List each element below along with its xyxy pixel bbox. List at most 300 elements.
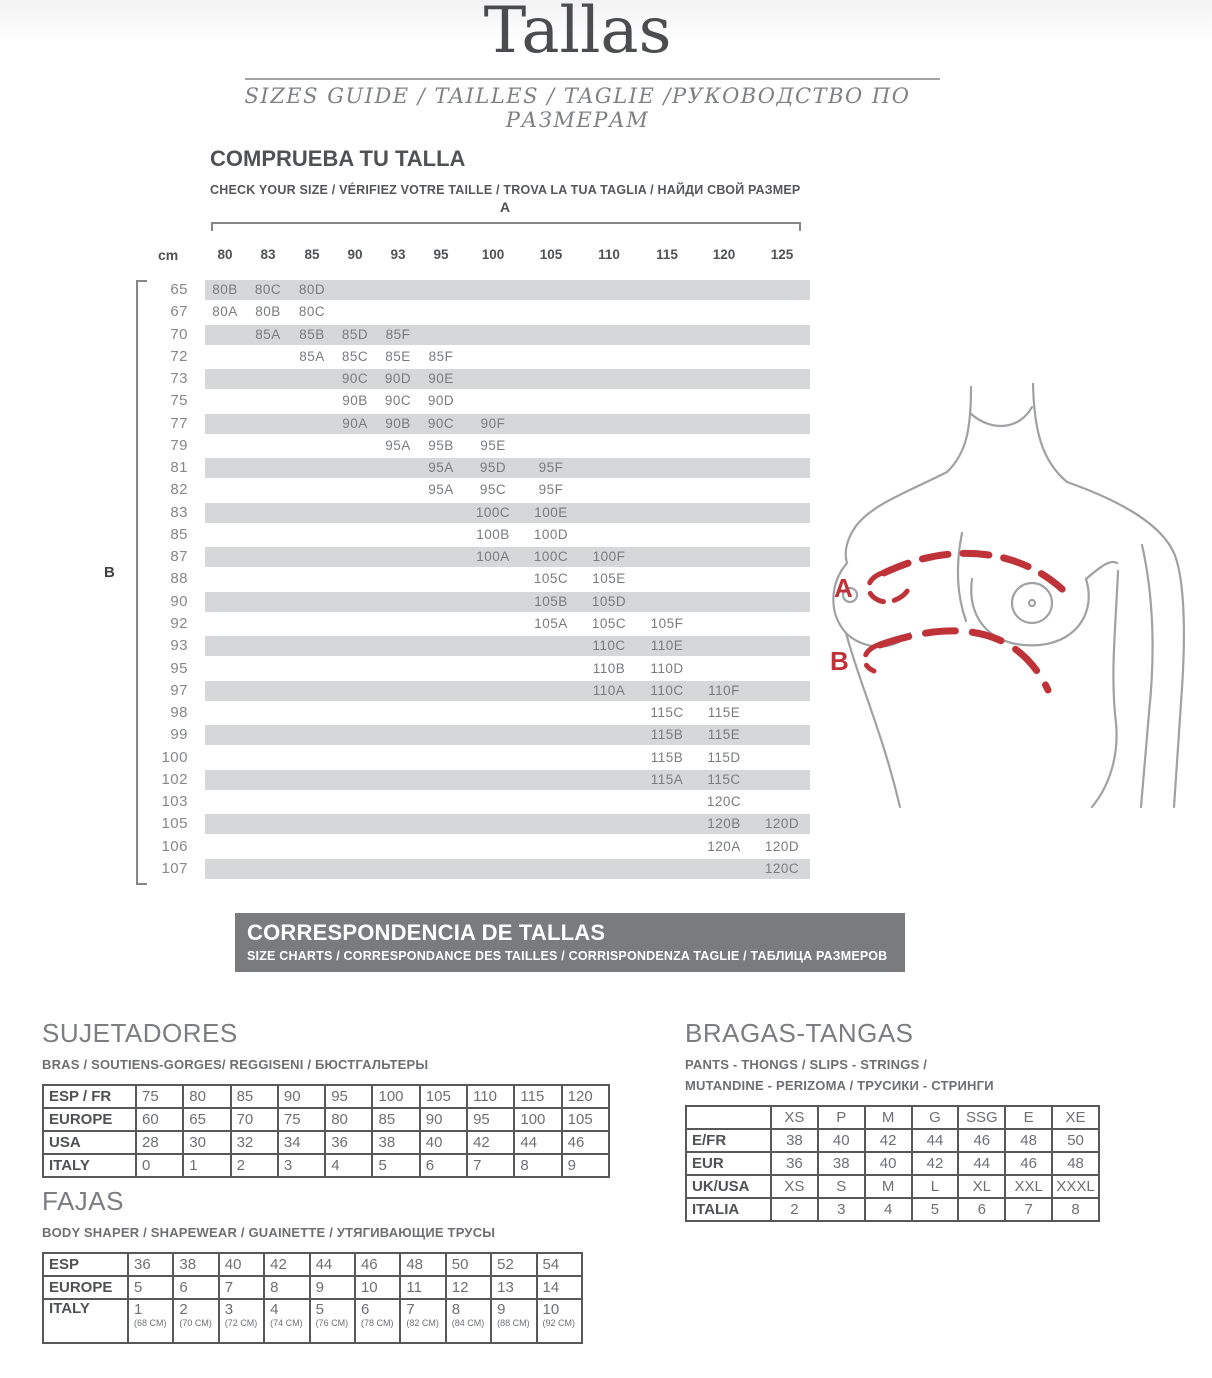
bust-column-header: 85: [304, 247, 320, 262]
underbust-measure-label: B: [104, 564, 115, 581]
cell-value: 8: [451, 1301, 461, 1318]
size-band: [205, 681, 810, 701]
size-band: [205, 792, 810, 812]
size-cell: 110C: [592, 638, 626, 654]
size-cell: 95F: [538, 482, 564, 498]
size-cell: 115B: [650, 749, 684, 765]
size-cell: 85E: [385, 348, 411, 364]
size-cell: 110E: [650, 638, 684, 654]
bras-subtitle: BRAS / SOUTIENS-GORGES/ REGGISENI / БЮСТГАЛЬТЕРЫ: [42, 1057, 429, 1072]
size-band: [205, 569, 810, 589]
size-cell: 110C: [650, 682, 684, 698]
bust-column-headers: [205, 247, 810, 265]
table-row: [43, 1108, 609, 1131]
cell: 8: [264, 1276, 309, 1299]
cell-subvalue: (78 CM): [360, 1318, 394, 1328]
cell-value: 10: [542, 1301, 560, 1318]
cell: 75: [136, 1085, 183, 1108]
size-cell: 115E: [707, 705, 741, 721]
cell: XL: [958, 1175, 1005, 1198]
cell: 105: [562, 1108, 609, 1131]
size-cell: 120D: [764, 838, 800, 854]
underbust-cm-label: 99: [170, 726, 188, 744]
cell: 46: [562, 1131, 609, 1154]
table-row: [686, 1175, 1099, 1198]
size-cell: 105D: [591, 593, 627, 609]
cell: 6: [173, 1276, 218, 1299]
cell: 12: [446, 1276, 491, 1299]
torso-illustration: [820, 383, 1190, 808]
size-cell: 95C: [479, 482, 507, 498]
measure-line-a-loop: [869, 573, 908, 602]
row-label: ITALY: [43, 1299, 128, 1343]
bust-measure-label: A: [499, 199, 511, 215]
cell-value: 9: [497, 1301, 506, 1318]
size-cell: 95E: [480, 437, 506, 453]
size-cell: 115A: [650, 771, 684, 787]
size-cell: 85A: [255, 326, 281, 342]
underbust-cm-label: 106: [161, 837, 188, 855]
cell: 7: [467, 1154, 514, 1177]
underbust-cm-label: 98: [170, 704, 188, 722]
underbust-cm-label: 77: [170, 414, 188, 432]
matrix-row: [150, 524, 850, 546]
size-cell: 110B: [592, 660, 626, 676]
cell: 120: [562, 1085, 609, 1108]
size-cell: 85F: [385, 326, 411, 342]
measure-line-b-loop: [865, 645, 878, 671]
bust-column-header: 83: [260, 247, 276, 262]
col-header: XS: [771, 1106, 818, 1129]
shapewear-section: [42, 1186, 583, 1344]
table-row: [686, 1198, 1099, 1221]
table-row: [686, 1129, 1099, 1152]
underbust-cm-label: 81: [170, 459, 188, 477]
cell: 4: [325, 1154, 372, 1177]
size-cell: 85B: [299, 326, 325, 342]
cell: 36: [771, 1152, 818, 1175]
col-header: M: [865, 1106, 912, 1129]
cell: 5: [128, 1276, 173, 1299]
cell: 44: [310, 1253, 355, 1276]
cell: 40: [219, 1253, 264, 1276]
table-row: [43, 1085, 609, 1108]
cell: 48: [1052, 1152, 1099, 1175]
bras-table-grid: [42, 1084, 610, 1178]
cell: 38: [372, 1131, 419, 1154]
correspondence-banner: [235, 913, 905, 972]
cell: 6: [420, 1154, 467, 1177]
cell: M: [865, 1175, 912, 1198]
size-cell: 90A: [342, 415, 368, 431]
underbust-cm-label: 90: [170, 592, 188, 610]
matrix-row: [150, 791, 850, 813]
size-band: [205, 859, 810, 879]
cell: 40: [420, 1131, 467, 1154]
table-row: [43, 1253, 582, 1276]
size-cell: 85F: [428, 348, 454, 364]
row-label: EUR: [686, 1152, 771, 1175]
cell-subvalue: (74 CM): [270, 1318, 303, 1328]
matrix-row: [150, 457, 850, 479]
cell: 48: [400, 1253, 445, 1276]
cell: 1: [183, 1154, 230, 1177]
size-cell: 95A: [428, 460, 454, 476]
cell: 42: [264, 1253, 309, 1276]
underbust-cm-label: 100: [161, 748, 188, 766]
size-cell: 115B: [650, 727, 684, 743]
cell-value: 3: [224, 1301, 234, 1318]
cell: 90: [278, 1085, 325, 1108]
cell: 100: [372, 1085, 419, 1108]
size-cell: 90F: [480, 415, 506, 431]
underbust-cm-label: 93: [170, 637, 188, 655]
cell: 2: [771, 1198, 818, 1221]
underbust-cm-label: 97: [170, 681, 188, 699]
size-band: [205, 347, 810, 367]
col-header: G: [912, 1106, 959, 1129]
shapewear-table: [42, 1252, 583, 1344]
bust-column-header: 125: [770, 247, 794, 262]
size-cell: 120D: [764, 816, 800, 832]
size-cell: 120A: [707, 838, 741, 854]
matrix-row: [150, 836, 850, 858]
cell: 50: [1052, 1129, 1099, 1152]
size-band: [205, 369, 810, 389]
underbust-bracket: [136, 280, 147, 885]
size-cell: 110D: [650, 660, 684, 676]
cell: 9: [310, 1276, 355, 1299]
cell: 8: [1052, 1198, 1099, 1221]
col-header: E: [1005, 1106, 1052, 1129]
cell: [400, 1299, 445, 1343]
cell-value: 1: [134, 1301, 143, 1318]
size-band: [205, 592, 810, 612]
cell: 36: [325, 1131, 372, 1154]
size-cell: 115C: [707, 771, 741, 787]
size-band: [205, 458, 810, 478]
row-label: ITALY: [43, 1154, 136, 1177]
row-label: ITALIA: [686, 1198, 771, 1221]
matrix-row: [150, 546, 850, 568]
cell: 110: [467, 1085, 514, 1108]
size-cell: 90D: [384, 371, 412, 387]
row-label: ESP / FR: [43, 1085, 136, 1108]
cell: 38: [173, 1253, 218, 1276]
size-cell: 80B: [212, 282, 238, 297]
cell-subvalue: (72 CM): [224, 1318, 258, 1328]
cell: 52: [491, 1253, 536, 1276]
size-cell: 120B: [707, 816, 741, 832]
size-cell: 105A: [534, 615, 568, 631]
cell: XXL: [1005, 1175, 1052, 1198]
table-row: [43, 1131, 609, 1154]
cell: [128, 1299, 173, 1343]
cell: 80: [183, 1085, 230, 1108]
cell: [173, 1299, 218, 1343]
check-size-subtitle: CHECK YOUR SIZE / VÉRIFIEZ VOTRE TAILLE / TROVA LA TUA TAGLIA / НАЙДИ СВОЙ РАЗМЕР: [210, 183, 801, 197]
size-cell: 100A: [476, 549, 510, 565]
check-size-title: COMPRUEBA TU TALLA: [210, 146, 466, 171]
size-cell: 110A: [592, 682, 626, 698]
matrix-row: [150, 502, 850, 524]
size-band: [205, 480, 810, 500]
table-row: [43, 1299, 582, 1343]
size-cell: 85A: [299, 348, 325, 364]
underbust-cm-label: 70: [170, 325, 188, 343]
cell: 44: [912, 1129, 959, 1152]
underbust-cm-label: 105: [161, 815, 188, 833]
size-cell: 105B: [534, 593, 568, 609]
size-band: [205, 725, 810, 745]
matrix-row: [150, 301, 850, 323]
cell: 46: [355, 1253, 400, 1276]
underbust-cm-label: 75: [170, 392, 188, 410]
size-cell: 85C: [341, 348, 369, 364]
underbust-cm-label: 102: [161, 770, 188, 788]
torso-figure: [820, 383, 1190, 808]
cell: 40: [865, 1152, 912, 1175]
size-band: [205, 636, 810, 656]
cell-subvalue: (84 CM): [451, 1318, 485, 1328]
matrix-row: [150, 858, 850, 880]
size-cell: 85D: [341, 326, 369, 342]
cell-subvalue: (92 CM): [542, 1318, 576, 1328]
size-band: [205, 302, 810, 322]
row-label: ESP: [43, 1253, 128, 1276]
underbust-cm-label: 72: [170, 347, 188, 365]
size-band: [205, 436, 810, 456]
title-divider: [245, 78, 940, 80]
cell-subvalue: (70 CM): [179, 1318, 212, 1328]
matrix-row: [150, 635, 850, 657]
underbust-cm-label: 103: [161, 793, 188, 811]
size-cell: 90C: [384, 393, 412, 409]
size-cell: 95D: [479, 460, 507, 476]
cell: XS: [771, 1175, 818, 1198]
size-band: [205, 837, 810, 857]
cell: XXXL: [1052, 1175, 1099, 1198]
page-title: Tallas: [483, 0, 672, 68]
underbust-cm-label: 87: [170, 548, 188, 566]
size-cell: 95A: [385, 437, 411, 453]
table-row: [43, 1154, 609, 1177]
bust-column-header: 95: [433, 247, 449, 262]
cell: 44: [958, 1152, 1005, 1175]
cell: 42: [467, 1131, 514, 1154]
underbust-cm-label: 107: [161, 859, 188, 877]
size-band: [205, 547, 810, 567]
cell-subvalue: (68 CM): [134, 1318, 167, 1328]
underbust-cm-label: 85: [170, 525, 188, 543]
cell: [355, 1299, 400, 1343]
matrix-row: [150, 324, 850, 346]
matrix-row: [150, 613, 850, 635]
cell: 7: [1005, 1198, 1052, 1221]
size-cell: 105F: [650, 615, 684, 631]
row-label: EUROPE: [43, 1276, 128, 1299]
bust-column-header: 100: [481, 247, 505, 262]
cell: 14: [537, 1276, 582, 1299]
size-cell: 100B: [476, 526, 510, 542]
cell: 75: [278, 1108, 325, 1131]
cell: 2: [231, 1154, 278, 1177]
underbust-cm-label: 73: [170, 370, 188, 388]
row-label: UK/USA: [686, 1175, 771, 1198]
size-cell: 95F: [538, 460, 564, 476]
cell-value: 2: [179, 1301, 188, 1318]
size-band: [205, 703, 810, 723]
size-band: [205, 614, 810, 634]
size-cell: 80C: [298, 304, 326, 320]
bust-column-header: 105: [539, 247, 563, 262]
cell: 85: [231, 1085, 278, 1108]
size-band: [205, 770, 810, 790]
col-header: P: [818, 1106, 865, 1129]
cell: 6: [958, 1198, 1005, 1221]
correspondence-subtitle: SIZE CHARTS / CORRESPONDANCE DES TAILLES / CORRISPONDENZA TAGLIE / ТАБЛИЦА РАЗМЕРОВ: [247, 949, 888, 963]
cell: 46: [958, 1129, 1005, 1152]
size-band: [205, 525, 810, 545]
size-cell: 100C: [475, 504, 511, 520]
measure-line-a: [884, 553, 1072, 599]
underbust-cm-label: 88: [170, 570, 188, 588]
size-cell: 100F: [592, 549, 626, 565]
cell: 0: [136, 1154, 183, 1177]
pants-subtitle-1: PANTS - THONGS / SLIPS - STRINGS /: [685, 1057, 928, 1072]
row-label: E/FR: [686, 1129, 771, 1152]
matrix-row: [150, 413, 850, 435]
size-cell: 100E: [534, 504, 568, 520]
cell: 8: [514, 1154, 561, 1177]
pants-subtitle-2: MUTANDINE - PERIZOMA / ТРУСИКИ - СТРИНГИ: [685, 1078, 994, 1093]
size-cell: 80D: [298, 282, 326, 297]
cm-unit-label: cm: [158, 247, 179, 263]
size-cell: 90D: [427, 393, 455, 409]
cell-value: 4: [270, 1301, 279, 1318]
size-cell: 105C: [533, 571, 569, 587]
row-label: EUROPE: [43, 1108, 136, 1131]
bust-column-header: 80: [217, 247, 233, 262]
cell-value: 5: [315, 1301, 324, 1318]
cell: 95: [467, 1108, 514, 1131]
size-cell: 100C: [533, 549, 569, 565]
cell-subvalue: (76 CM): [315, 1318, 349, 1328]
cell: [264, 1299, 309, 1343]
cell: 13: [491, 1276, 536, 1299]
underbust-cm-label: 67: [170, 303, 188, 321]
underbust-cm-label: 92: [170, 614, 188, 632]
cell: [310, 1299, 355, 1343]
cell: [537, 1299, 582, 1343]
cell: L: [912, 1175, 959, 1198]
matrix-row: [150, 368, 850, 390]
cell: 65: [183, 1108, 230, 1131]
underbust-cm-label: 79: [170, 436, 188, 454]
matrix-row: [150, 479, 850, 501]
matrix-row: [150, 747, 850, 769]
cell: [446, 1299, 491, 1343]
table-header-row: [686, 1106, 1099, 1129]
cell: 5: [372, 1154, 419, 1177]
correspondence-title: CORRESPONDENCIA DE TALLAS: [247, 920, 606, 945]
matrix-row: [150, 390, 850, 412]
matrix-row: [150, 346, 850, 368]
size-cell: 105E: [592, 571, 626, 587]
cell-value: 6: [360, 1301, 370, 1318]
table-row: [43, 1276, 582, 1299]
matrix-row: [150, 724, 850, 746]
cell: 38: [818, 1152, 865, 1175]
size-cell: 90B: [342, 393, 368, 409]
pants-table-grid: [685, 1105, 1100, 1222]
matrix-row: [150, 680, 850, 702]
shapewear-subtitle: BODY SHAPER / SHAPEWEAR / GUAINETTE / УТЯГИВАЮЩИЕ ТРУСЫ: [42, 1225, 496, 1240]
cell: 3: [818, 1198, 865, 1221]
underbust-cm-label: 65: [170, 281, 188, 298]
cell: 44: [514, 1131, 561, 1154]
cell: 30: [183, 1131, 230, 1154]
bust-bracket: [211, 222, 801, 231]
bust-column-header: 110: [598, 247, 620, 262]
table-row: [686, 1152, 1099, 1175]
row-label: USA: [43, 1131, 136, 1154]
matrix-row: [150, 568, 850, 590]
col-header: [686, 1106, 771, 1129]
cell-subvalue: (82 CM): [406, 1318, 439, 1328]
size-cell: 115D: [707, 749, 741, 765]
pants-section: [685, 1018, 1100, 1222]
cell: 90: [420, 1108, 467, 1131]
size-band: [205, 391, 810, 411]
cell: 42: [865, 1129, 912, 1152]
cell: 115: [514, 1085, 561, 1108]
cell: [491, 1299, 536, 1343]
page-subtitle: SIZES GUIDE / TAILLES / TAGLIE /РУКОВОДСТВО ПО РАЗМЕРАМ: [244, 84, 911, 132]
size-cell: 80C: [254, 282, 282, 297]
cell: 60: [136, 1108, 183, 1131]
bust-column-header: 90: [347, 247, 363, 262]
matrix-row: [150, 591, 850, 613]
size-cell: 90E: [428, 371, 454, 387]
size-cell: 115E: [707, 727, 741, 743]
matrix-row: [150, 279, 850, 301]
cell: 32: [231, 1131, 278, 1154]
cell: 95: [325, 1085, 372, 1108]
cell: 42: [912, 1152, 959, 1175]
size-band: [205, 325, 810, 345]
measure-line-b: [880, 631, 1048, 690]
size-band: [205, 659, 810, 679]
underbust-cm-label: 95: [170, 659, 188, 677]
size-cell: 105C: [591, 615, 627, 631]
cell: 70: [231, 1108, 278, 1131]
size-cell: 90B: [385, 415, 411, 431]
cell: 36: [128, 1253, 173, 1276]
matrix-row: [150, 658, 850, 680]
matrix-row: [150, 769, 850, 791]
cell: 7: [219, 1276, 264, 1299]
shapewear-table-grid: [42, 1252, 583, 1344]
size-cell: 90C: [427, 415, 455, 431]
cell: 40: [818, 1129, 865, 1152]
pants-title: BRAGAS-TANGAS: [685, 1018, 914, 1048]
cell: 54: [537, 1253, 582, 1276]
cell: 28: [136, 1131, 183, 1154]
size-band: [205, 280, 810, 300]
bras-table: [42, 1084, 610, 1178]
matrix-row: [150, 702, 850, 724]
